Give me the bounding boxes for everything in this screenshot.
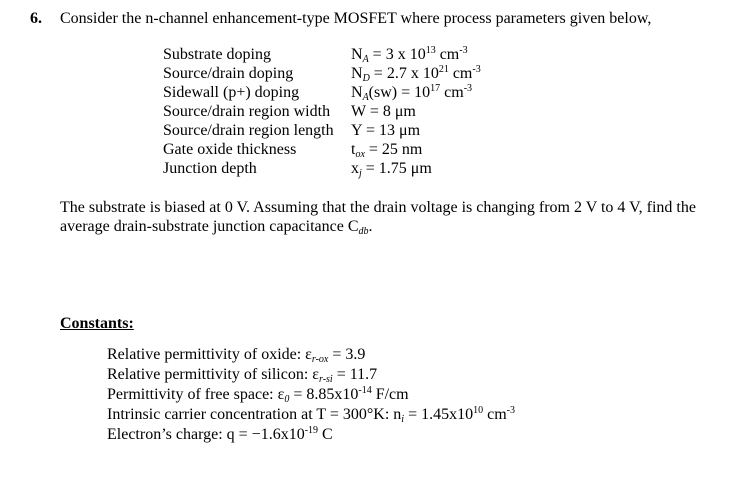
param-value-sidewall-doping: $N_A(sw) = 10^{17}$ $cm^{-3}$ [351, 83, 473, 103]
param-label-junction-depth: Junction depth [163, 160, 257, 177]
param-label-oxide-thickness: Gate oxide thickness [163, 141, 297, 158]
param-value-source-drain-doping: $N_D = 2.7$ x $10^{21}$ $cm^{-3}$ [351, 64, 481, 84]
param-value-substrate-doping: $N_A = 3$ x $10^{13}$ $cm^{-3}$ [351, 45, 468, 65]
param-label-source-drain-doping: Source/drain doping [163, 65, 294, 82]
problem-line-2: average drain-substrate junction capacitance $C_{db}$. [60, 218, 373, 237]
constant-electron-charge: Electron’s charge: $q = -1.6x10^{-19}$ C [107, 425, 333, 443]
param-value-junction-depth: $x_j = 1.75$ μm [351, 160, 432, 179]
constants-heading: Constants: [60, 315, 134, 332]
question-number: 6. [30, 10, 42, 27]
param-label-region-length: Source/drain region length [163, 122, 334, 139]
constant-oxide-permittivity: Relative permittivity of oxide: $\varepsilon_{r-ox} = 3.9$ [107, 346, 366, 365]
constant-intrinsic-concentration: Intrinsic carrier concentration at T = 300°K: $n_i = 1.45x10^{10}$ $cm^{-3}$ [107, 405, 515, 425]
param-value-oxide-thickness: $t_{ox} = 25$ nm [351, 141, 423, 160]
constant-free-space-permittivity: Permittivity of free space: $\varepsilon_0 = 8.85x10^{-14}$ F/cm [107, 385, 409, 405]
param-value-region-length: Y = 13 μm [351, 122, 421, 139]
param-label-sidewall-doping: Sidewall (p+) doping [163, 84, 300, 101]
param-value-region-width: W = 8 μm [351, 103, 416, 120]
param-label-substrate-doping: Substrate doping [163, 46, 271, 63]
constant-silicon-permittivity: Relative permittivity of silicon: $\varepsilon_{r-si} = 11.7$ [107, 366, 378, 385]
problem-line-1: The substrate is biased at 0 V. Assuming that the drain voltage is changing from 2 V to 4 V, find the [60, 199, 696, 216]
question-intro: Consider the n-channel enhancement-type MOSFET where process parameters given below, [60, 10, 652, 27]
param-label-region-width: Source/drain region width [163, 103, 331, 120]
